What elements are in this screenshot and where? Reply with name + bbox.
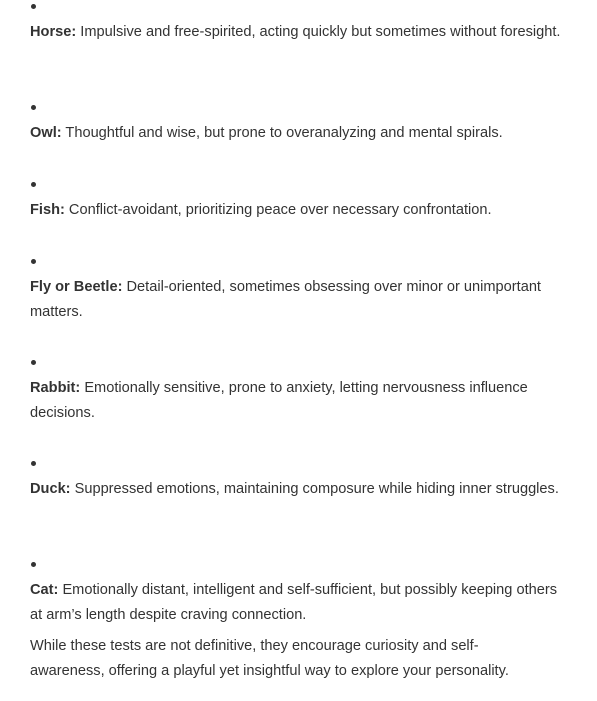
trait-term: Cat: <box>30 582 59 598</box>
trait-description: Detail-oriented, sometimes obsessing over minor or unimportant matters. <box>30 279 541 320</box>
list-item-fish <box>30 177 570 254</box>
trait-description: Impulsive and free-spirited, acting quickly but sometimes without foresight. <box>76 24 561 40</box>
closing-paragraph: While these tests are not definitive, they encourage curiosity and self-awareness, offering a playful yet insightful way to explore your personality. <box>30 638 509 679</box>
list-item-fly-or-beetle <box>30 254 570 355</box>
trait-list <box>30 0 570 658</box>
list-item-rabbit <box>30 355 570 456</box>
trait-term: Horse: <box>30 24 77 40</box>
list-item-owl <box>30 100 570 177</box>
bullet-icon <box>31 562 36 567</box>
list-item-duck <box>30 456 570 557</box>
list-item-horse <box>30 0 570 100</box>
list-item-text <box>30 20 570 45</box>
list-item-text <box>30 275 570 324</box>
bullet-icon <box>31 105 36 110</box>
bullet-icon <box>31 360 36 365</box>
list-item-text <box>30 376 570 425</box>
trait-term: Duck: <box>30 481 71 497</box>
trait-term: Rabbit: <box>30 380 81 396</box>
trait-description: Emotionally distant, intelligent and self-sufficient, but possibly keeping others at arm’s length despite craving connection. <box>30 582 558 623</box>
trait-description: Thoughtful and wise, but prone to overanalyzing and mental spirals. <box>61 125 503 141</box>
bullet-icon <box>31 182 36 187</box>
trait-term: Owl: <box>30 125 62 141</box>
bullet-icon <box>31 259 36 264</box>
trait-term: Fish: <box>30 202 65 218</box>
list-item-text <box>30 578 570 627</box>
bullet-icon <box>31 4 36 9</box>
trait-description: Emotionally sensitive, prone to anxiety, letting nervousness influence decisions. <box>30 380 528 421</box>
list-item-text <box>30 121 570 146</box>
trait-description: Suppressed emotions, maintaining composure while hiding inner struggles. <box>70 481 559 497</box>
trait-term: Fly or Beetle: <box>30 279 123 295</box>
trait-description: Conflict-avoidant, prioritizing peace over necessary confrontation. <box>64 202 492 218</box>
list-item-text <box>30 477 570 502</box>
list-item-text <box>30 198 570 223</box>
bullet-icon <box>31 461 36 466</box>
